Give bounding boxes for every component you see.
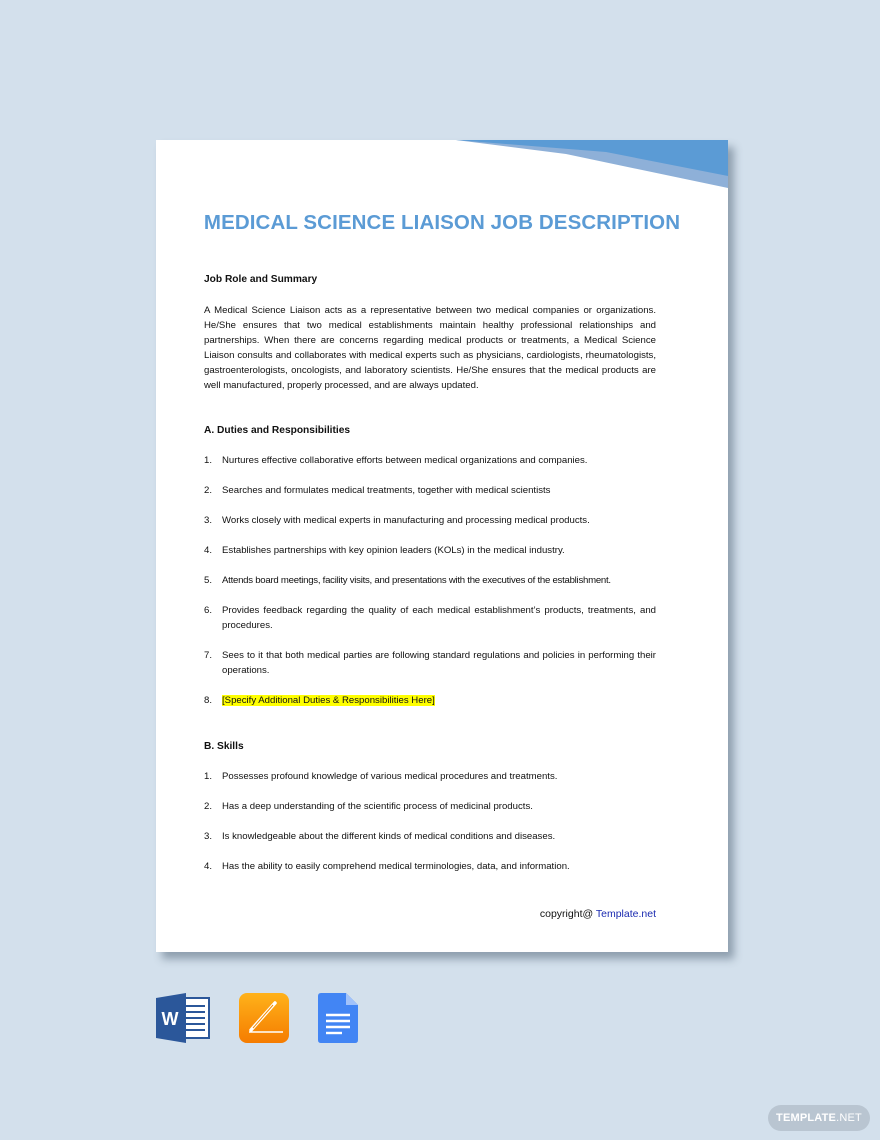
skill-text: Possesses profound knowledge of various medical procedures and treatments. (222, 771, 558, 782)
duty-number: 8. (204, 695, 213, 706)
duty-text: Provides feedback regarding the quality of each medical establishment’s products, treatments, and procedures. (222, 605, 656, 631)
duty-number: 1. (204, 455, 213, 466)
duty-text: Establishes partnerships with key opinion leaders (KOLs) in the medical industry. (222, 545, 565, 556)
apple-pages-icon[interactable] (239, 993, 291, 1045)
google-docs-icon[interactable] (318, 993, 360, 1045)
microsoft-word-icon[interactable] (156, 993, 212, 1045)
duty-number: 6. (204, 605, 213, 616)
skill-number: 3. (204, 831, 213, 842)
document-page (156, 140, 728, 952)
summary-paragraph: A Medical Science Liaison acts as a representative between two medical companies or organizations. He/She ensures that two medical establishments maintain healthy professional relationships and partnerships. When there are concerns regarding medical products or treatments, a Medical Science Liaison consults and collaborates with medical experts such as physicians, cardiologists, rheumatologists, gastroenterologists, oncologists, and laboratory scientists. He/She ensures that the medical products are well manufactured, properly processed, and are always updated. (204, 305, 656, 391)
skill-text: Has the ability to easily comprehend medical terminologies, data, and information. (222, 861, 570, 872)
copyright-notice: copyright@ Template.net (539, 908, 656, 920)
document-title: MEDICAL SCIENCE LIAISON JOB DESCRIPTION (203, 211, 681, 234)
duty-text: Sees to it that both medical parties are following standard regulations and policies in performing their operations. (222, 650, 656, 676)
duty-text: Works closely with medical experts in manufacturing and processing medical products. (222, 515, 590, 526)
skills-heading: B. Skills (204, 741, 244, 752)
duty-number: 2. (204, 485, 213, 496)
duty-text: Nurtures effective collaborative efforts between medical organizations and companies. (222, 455, 588, 466)
duties-heading: A. Duties and Responsibilities (204, 425, 351, 436)
skill-number: 4. (204, 861, 213, 872)
summary-heading: Job Role and Summary (204, 274, 318, 285)
duty-text: Searches and formulates medical treatments, together with medical scientists (222, 485, 551, 496)
skill-number: 1. (204, 771, 213, 782)
template-net-link[interactable]: Template.net (595, 908, 656, 920)
duty-number: 7. (204, 650, 213, 661)
duty-number: 3. (204, 515, 213, 526)
skill-text: Is knowledgeable about the different kinds of medical conditions and diseases. (222, 831, 556, 842)
skill-number: 2. (204, 801, 213, 812)
duty-text: Attends board meetings, facility visits, and presentations with the executives of the establishment. (222, 575, 611, 586)
word-glyph: W (161, 1009, 179, 1029)
skill-text: Has a deep understanding of the scientific process of medicinal products. (222, 801, 533, 812)
duty-number: 5. (204, 575, 213, 586)
corner-decoration (456, 140, 728, 190)
duty-number: 4. (204, 545, 213, 556)
template-net-watermark: TEMPLATE .NET (768, 1105, 870, 1131)
placeholder-highlight: [Specify Additional Duties & Responsibilities Here] (222, 695, 435, 706)
